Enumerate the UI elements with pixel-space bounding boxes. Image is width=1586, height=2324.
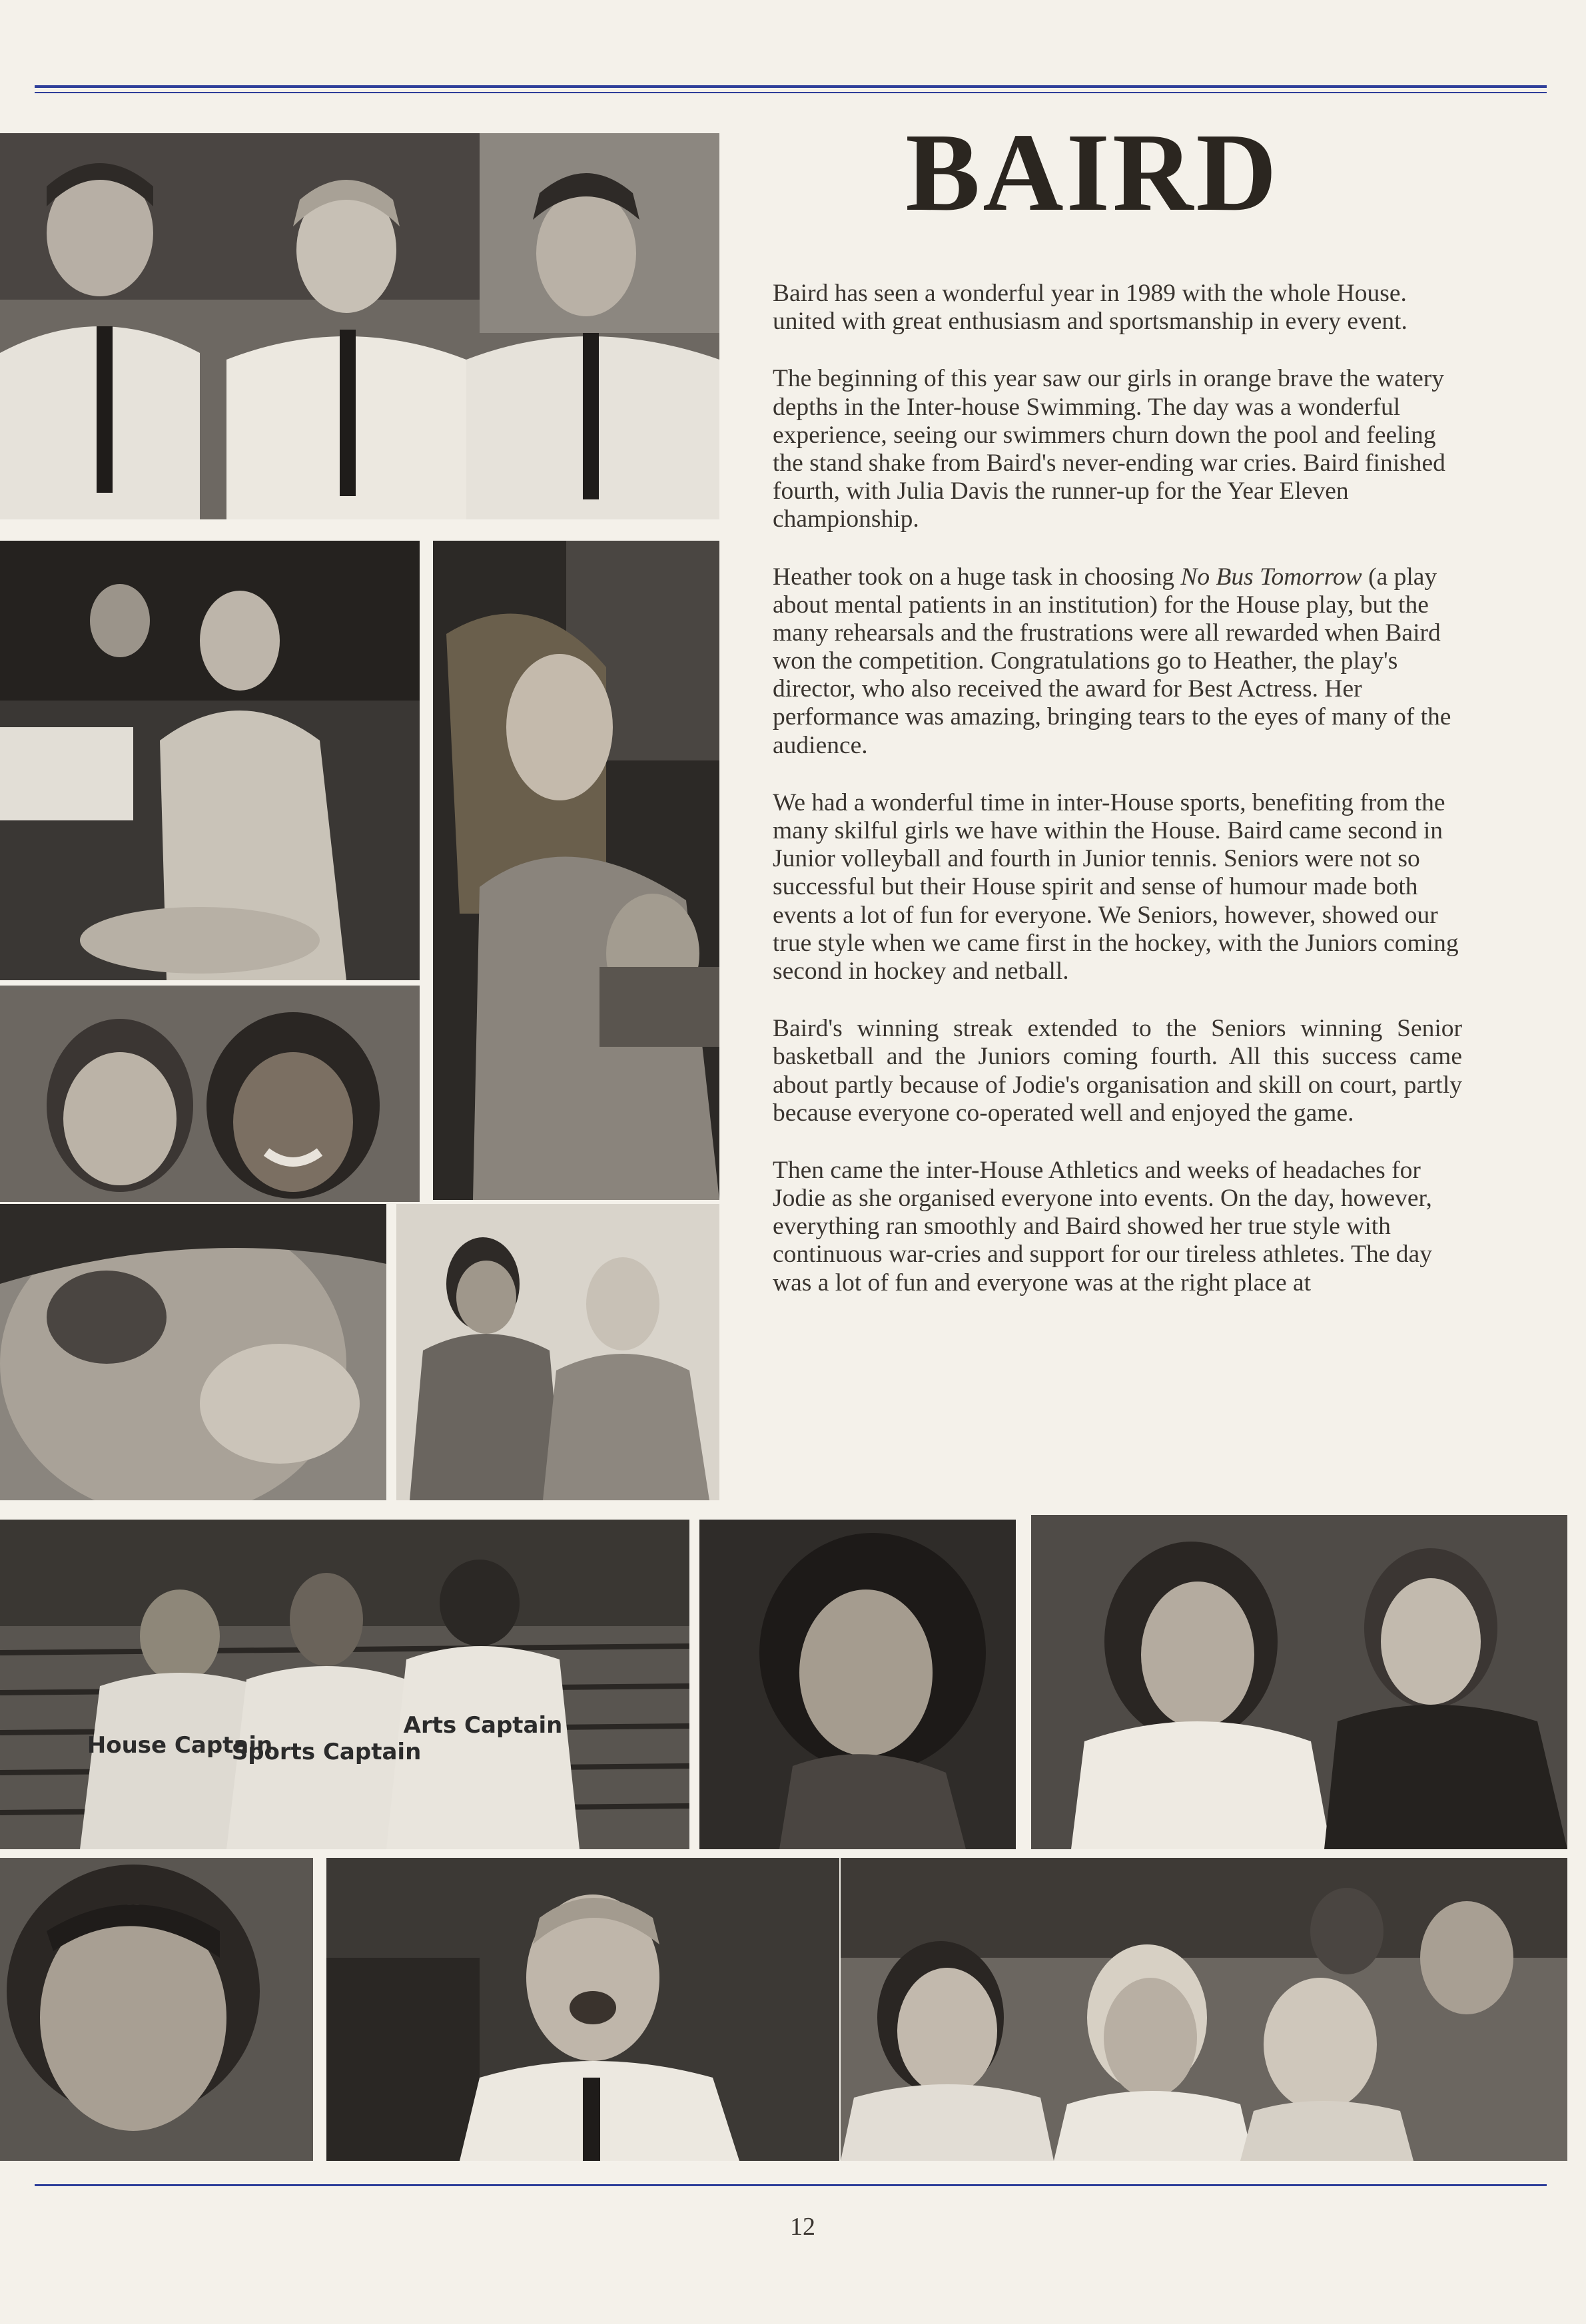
page-title: BAIRD: [905, 111, 1280, 234]
photo-two-girls-outdoors: [396, 1204, 719, 1500]
photo-girl-sitting: [0, 541, 420, 980]
shirt-house-captain-text: House Captain: [87, 1732, 273, 1759]
photo-group-grandstand: [841, 1858, 1567, 2161]
paragraph-5: Baird's winning streak extended to the Seniors winning Senior basketball and the Juniors coming fourth. All this success came about partly because of Jodie's organisation and skill on court, partly because everyone co-operated well and enjoyed the game.: [773, 1015, 1462, 1127]
page-number: 12: [790, 2213, 815, 2241]
paragraph-6: Then came the inter-House Athletics and weeks of headaches for Jodie as she organised everyone into events. On the day, however, everything ran smoothly and Baird showed her true style with continuous war-cries and support for our tireless athletes. The day was a lot of fun and everyone was at the right place at: [773, 1156, 1432, 1297]
paragraph-3-end: (a play about mental patients in an institution) for the House play, but the many rehearsals and the frustrations were all rewarded when Baird won the competition. Congratulations go to Heather, the play's director, who also received the award for Best Actress. Her performance was amazing, bringing tears to the eyes of many of the audience.: [773, 563, 1451, 759]
photo-girl-looking-down: [433, 541, 719, 1200]
photo-closeup-face: [0, 1204, 386, 1500]
top-rule: [35, 85, 1547, 88]
shirt-sports-captain-text: Sports Captain: [231, 1739, 422, 1765]
paragraph-3: [773, 563, 1462, 760]
photo-girl-closeup-dark-hair: [0, 1858, 313, 2161]
top-rule-thin: [35, 92, 1547, 93]
photo-three-girls-uniform: [0, 133, 719, 519]
photo-captains-shirts: [0, 1520, 689, 1849]
play-title: No Bus Tomorrow: [1180, 563, 1362, 591]
paragraph-4: We had a wonderful time in inter-House sports, benefiting from the many skilful girls we have within the House. Baird came second in Junior volleyball and fourth in Junior tennis. Seniors were not so successful but their House spirit and sense of humour made both events a lot of fun for everyone. We Seniors, however, showed our true style when we came first in the hockey, with the Juniors coming second in hockey and netball.: [773, 788, 1459, 985]
paragraph-3-start: Heather took on a huge task in choosing: [773, 563, 1181, 591]
paragraph-1: Baird has seen a wonderful year in 1989 with the whole House. united with great enthusiasm and sportsmanship in every event.: [773, 280, 1407, 336]
photo-surprised-student: [326, 1858, 839, 2161]
photo-curly-hair-girl: [699, 1520, 1016, 1849]
article-body: [773, 280, 1462, 1326]
photo-two-girls-jackets: [1031, 1515, 1567, 1849]
photo-two-smiling-girls: [0, 986, 420, 1202]
shirt-arts-captain-text: Arts Captain: [403, 1712, 563, 1739]
bottom-rule: [35, 2184, 1547, 2186]
paragraph-2: The beginning of this year saw our girls in orange brave the watery depths in the Inter-house Swimming. The day was a wonderful experience, seeing our swimmers churn down the pool and feeling the stand shake from Baird's never-ending war cries. Baird finished fourth, with Julia Davis the runner-up for the Year Eleven championship.: [773, 365, 1445, 533]
